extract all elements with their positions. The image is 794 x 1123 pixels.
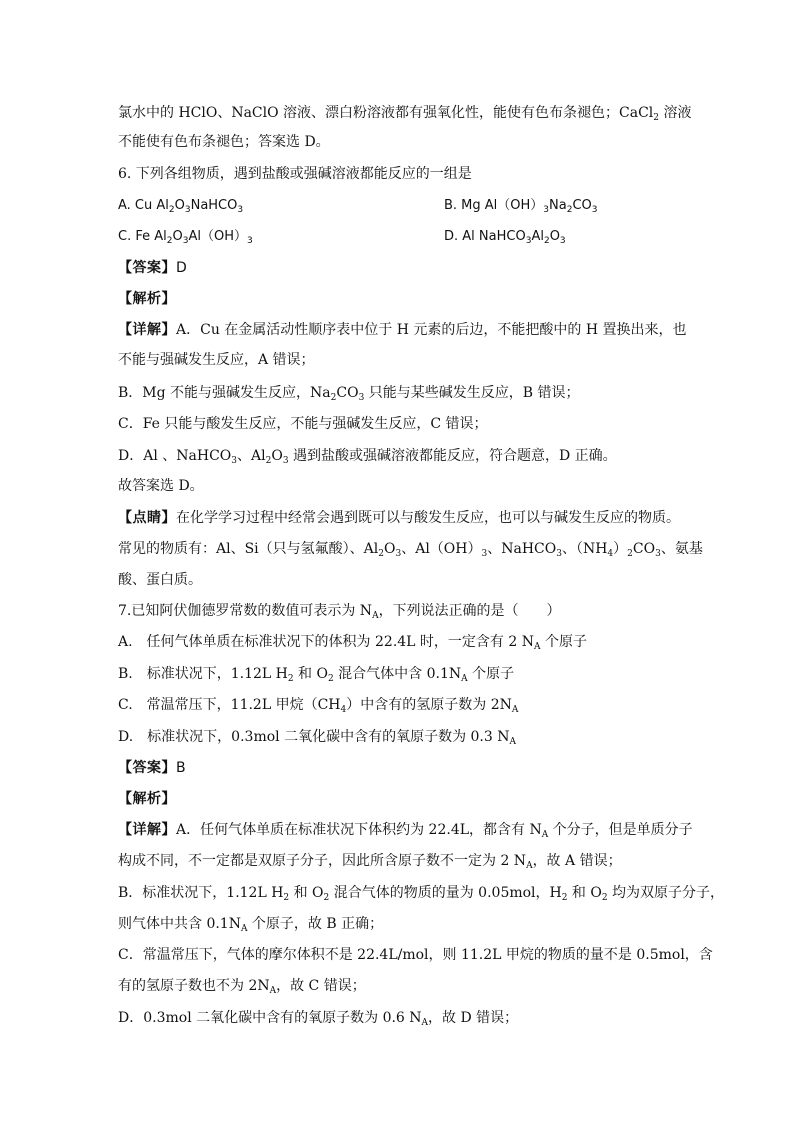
detail-line-b: B．Mg 不能与强碱发生反应，$Na_2CO_3$ 只能与某些碱发生反应，B 错误； <box>118 385 580 403</box>
tip-line: 【点睛】在化学学习过程中经常会遇到既可以与酸发生反应，也可以与碱发生反应的物质。 <box>118 510 680 526</box>
detail-line-a: 构成不同，不一定都是双原子分子，因此所含原子数不一定为 2 $N_A$，故 A 错误； <box>118 853 622 871</box>
detail-line: 不能与强碱发生反应，A 错误； <box>118 352 315 368</box>
question-7-stem: 7.已知阿伏伽德罗常数的数值可表示为 $N_A$，下列说法正确的是（ ） <box>118 603 561 621</box>
option-a: A. Cu $Al_2O_3NaHCO_3$ <box>118 198 244 215</box>
option-c: C. 常温常压下，11.2L 甲烷$(CH_4)$中含有的氢原子数为 $2N_A$ <box>118 697 519 715</box>
detail-line-c: C．Fe 只能与酸发生反应，不能与强碱发生反应，C 错误； <box>118 416 488 432</box>
option-d: D. 标准状况下，0.3mol 二氧化碳中含有的氧原子数为 0.3 $N_A$ <box>118 729 516 747</box>
option-b: B. Mg $Al(OH)_3Na_2CO_3$ <box>444 198 598 215</box>
conclusion-line: 故答案选 D。 <box>118 478 204 494</box>
text-line: 氯水中的 HClO、NaClO 溶液、漂白粉溶液都有强氧化性，能使有色布条褪色；CaCl$_2$ 溶液 <box>118 105 692 123</box>
question-6-stem: 6. 下列各组物质，遇到盐酸或强碱溶液都能反应的一组是 <box>118 166 472 182</box>
question-6-options-row-2 <box>118 227 688 247</box>
answer-value: B <box>176 760 186 776</box>
answer-tag: 【答案】 <box>118 760 176 776</box>
detail-line-c: 有的氢原子数也不为 $2N_A$，故 C 错误； <box>118 978 366 996</box>
detail-tag: 【详解】 <box>118 822 176 838</box>
detail-line-d: D．0.3mol 二氧化碳中含有的氧原子数为 0.6 $N_A$，故 D 错误； <box>118 1010 519 1028</box>
analysis-tag: 【解析】 <box>118 291 176 307</box>
detail-line-c: C．常温常压下，气体的摩尔体积不是 22.4L/mol，则 11.2L 甲烷的物质的量不是 0.5mol，含 <box>118 947 713 963</box>
option-b: B. 标准状况下，1.12L $H_2$ 和 $O_2$ 混合气体中含 $0.1N_A$ 个原子 <box>118 666 515 684</box>
detail-line-b: 则气体中共含 $0.1N_A$ 个原子，故 B 正确； <box>118 916 384 934</box>
tip-line: 常见的物质有：Al、Si（只与氢氟酸）、$Al_2O_3$、$Al(OH)_3$、NaHCO$_3$、$(NH_4)_2CO_3$、氨基 <box>118 541 703 559</box>
answer-tag: 【答案】 <box>118 260 176 276</box>
option-c: C. Fe $Al_2O_3Al(OH)_3$ <box>118 229 253 246</box>
answer-value: D <box>176 260 187 276</box>
detail-line: 【详解】A．Cu 在金属活动性顺序表中位于 H 元素的后边，不能把酸中的 H 置换出来，也 <box>118 322 687 338</box>
tip-tag: 【点睛】 <box>118 510 176 526</box>
answer-line <box>118 258 688 278</box>
analysis-tag: 【解析】 <box>118 791 176 807</box>
option-a: A. 任何气体单质在标准状况下的体积为 22.4L 时，一定含有 2 $N_A$ 个原子 <box>118 634 587 652</box>
question-6-options-row-1 <box>118 196 688 216</box>
detail-line-d: D．Al 、NaHCO$_3$、$Al_2O_3$ 遇到盐酸或强碱溶液都能反应，符合题意，D 正确。 <box>118 448 617 466</box>
text-line: 不能使有色布条褪色；答案选 D。 <box>118 134 330 150</box>
detail-line-b: B．标准状况下，1.12L $H_2$ 和 $O_2$ 混合气体的物质的量为 0.05mol，$H_2$ 和 $O_2$ 均为双原子分子， <box>118 885 725 903</box>
detail-line-a: 【详解】A．任何气体单质在标准状况下体积约为 22.4L，都含有 $N_A$ 个分子，但是单质分子 <box>118 822 693 840</box>
tip-line: 酸、蛋白质。 <box>118 572 202 588</box>
detail-tag: 【详解】 <box>118 322 176 338</box>
answer-line <box>118 758 688 778</box>
option-d: D. Al $NaHCO_3Al_2O_3$ <box>444 229 566 246</box>
